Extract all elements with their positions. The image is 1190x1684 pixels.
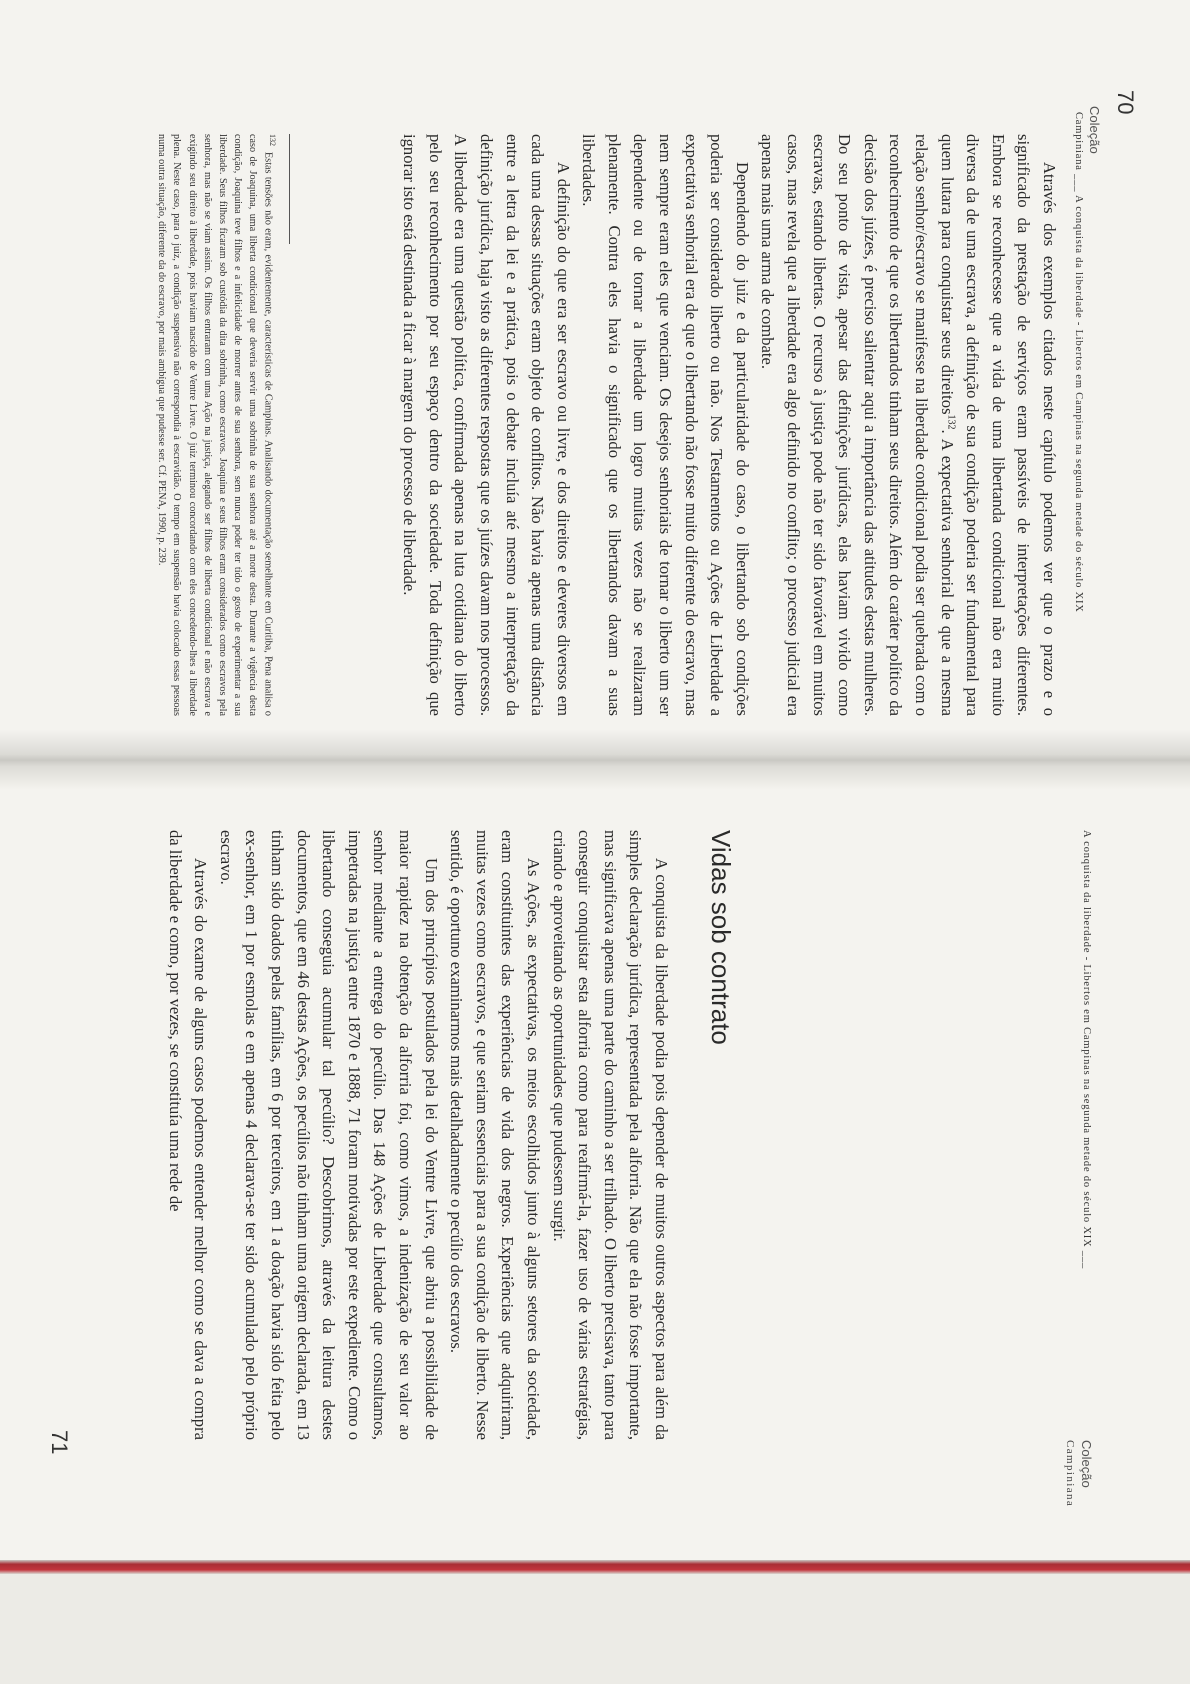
right-page [0,790,1190,1560]
left-footnote [154,134,280,716]
right-page-number: 71 [47,1430,72,1455]
left-paragraph-3: A definição do que era ser escravo ou livre, e dos direitos e deveres diversos em cada uma dessas situações eram objeto de conflitos. Não havia apenas uma distância entre a letra da lei e a prática, pois o debate incluía até mesmo a interpretação da definição jurídica, haja visto as diferentes respostas que os juízes davam nos processos. A liberdade era uma questão política, confirmada apenas na luta cotidiana do liberto pelo seu reconhecimento por seu espaço dentro da sociedade. Toda definição que ignorar isto está destinada a ficar à margem do processo de liberdade. [400,134,573,716]
left-page-number: 70 [1113,90,1138,115]
outer-margin [0,1574,1190,1684]
left-paragraph-1 [755,134,1062,716]
left-body-text [397,134,1062,716]
footnote-132 [154,134,280,716]
section-title: Vidas sob contrato [706,830,736,1045]
right-paragraph-4: Através do exame de alguns casos podemos entender melhor como se dava a compra da liberdade e como, por vezes, se constituía uma rede de [165,830,211,1440]
left-page [0,0,1190,730]
book-gutter [0,730,1190,790]
right-running-head: A conquista da liberdade - Libertos em Campinas na segunda metade do século XIX ___ [1081,830,1092,1270]
left-paragraph-1-continuation: . A expectativa senhorial de que a mesma relação senhor/escravo se manifesse na liberdade condicional podia ser quebrada com o reconhecimento de que os libertandos tinham seus direitos. Além do caráter político da decisão dos juízes, é preciso salientar aqui a importância das atitudes destas mulheres. Do seu ponto de vista, apesar das definições jurídicas, elas haviam vivido como escravas, estando libertas. O recurso à justiça pode não ter sido favorável em muitos casos, mas revela que a liberdade era algo definido no conflito; o processo judicial era apenas mais uma arma de combate. [758,134,957,716]
footnote-rule [289,134,290,244]
right-paragraph-3: Um dos princípios postulados pela lei do Ventre Livre, que abriu a possibilidade de maior rapidez na obtenção da alforria foi, como vimos, a indenização de seu valor ao senhor mediante a entrega do pecúlio. Das 148 Ações de Liberdade que consultamos, impetradas na justiça entre 1870 e 1888, 71 foram motivadas por este expediente. Como o libertando conseguia acumular tal pecúlio? Descobrimos, através da leitura destes documentos, que em 46 destas Ações, os pecúlios não tinham uma origem declarada, em 13 tinham sido doados pelas famílias, em 6 por terceiros, em 1 a doação havia sido feita pelo ex-senhor, em 1 por esmolas e em apenas 4 declarava-se ter sido acumulado pelo próprio escravo. [216,830,441,1440]
right-series-label: Coleção [1079,1440,1094,1488]
left-running-head: Campiniana ___ A conquista da liberdade - Libertos em Campinas na segunda metade do século XIX [1073,112,1084,613]
left-paragraph-1-text: Através dos exemplos citados neste capítulo podemos ver que o prazo e o significado da prestação de serviços eram passíveis de interpretações diferentes. Embora se reconhecesse que a vida de uma libertanda condicional não era muito diversa da de uma escrava, a definição de sua condição poderia ser fundamental para quem lutara para conquistar seus direitos [937,134,1059,716]
right-series-sub-label: Campiniana [1064,1440,1076,1508]
right-paragraph-1: A conquista da liberdade podia pois depender de muitos outros aspectos para além da simples declaração jurídica, representada pela alforria. Não que ela não fosse importante, mas significava apenas uma parte do caminho a ser trilhado. O liberto precisava, tanto para conseguir conquistar esta alforria como para reafirmá-la, fazer uso de várias estratégias, criando e aproveitando as oportunidades que pudessem surgir. [549,830,671,1440]
right-paragraph-2: As Ações, as expectativas, os meios escolhidos junto à alguns setores da sociedade, eram constituintes das experiências de vida dos negros. Experiências que adquiriram, muitas vezes como escravos, e que seriam essenciais para a sua condição de liberto. Nesse sentido, é oportuno examinarmos mais detalhadamente o pecúlio dos escravos. [447,830,544,1440]
footnote-mark: 132 [268,134,277,146]
right-body-text [162,830,674,1440]
red-page-edge [0,1560,1190,1574]
footnote-text: Estas tensões não eram, evidentemente, características de Campinas. Analisando documentação semelhante em Curitiba, Pena analisa o caso de Joaquina, uma liberta condicional que deveria servir uma sobrinha de sua senhora até a morte desta. Durante a vigência desta condição, Joaquina teve filhos e a infelicidade de morrer antes de sua senhora, sem nunca poder ter tido o gosto de experimentar a sua liberdade. Seus filhos ficaram sob custódia da dita sobrinha, como escravos. Joaquina e seus filhos eram considerados como escravos pela senhora, mas não se viam assim. Os filhos entraram com uma Ação na justiça, alegando ser filhos de liberta condicional e não escrava e exigindo seu direito à liberdade, pois haviam nascido de Ventre Livre. O juiz terminou concordando com eles concedendo-lhes a liberdade plena. Neste caso, para o juiz, a condição suspensiva não correspondia à escravidão. O tempo em suspensão havia colocado essas pessoas numa outra situação, diferente da do escravo, por mais ambígua que pudesse ser. Cf. PENA, 1990, p. 239. [156,134,274,716]
left-series-label: Coleção [1087,106,1102,154]
left-paragraph-2: Dependendo do juiz e da particularidade do caso, o libertando sob condições poderia ser considerado liberto ou não. Nos Testamentos ou Ações de Liberdade a expectativa senhorial era de que o libertando não fosse muito diferente do escravo, mas nem sempre eram eles que venciam. Os desejos senhoriais de tornar o liberto um ser dependente ou de tornar a liberdade um logro muitas vezes não se realizaram plenamente. Contra eles havia o significado que os libertandos davam a suas liberdades. [579,134,752,716]
footnote-reference: 132 [945,414,957,430]
